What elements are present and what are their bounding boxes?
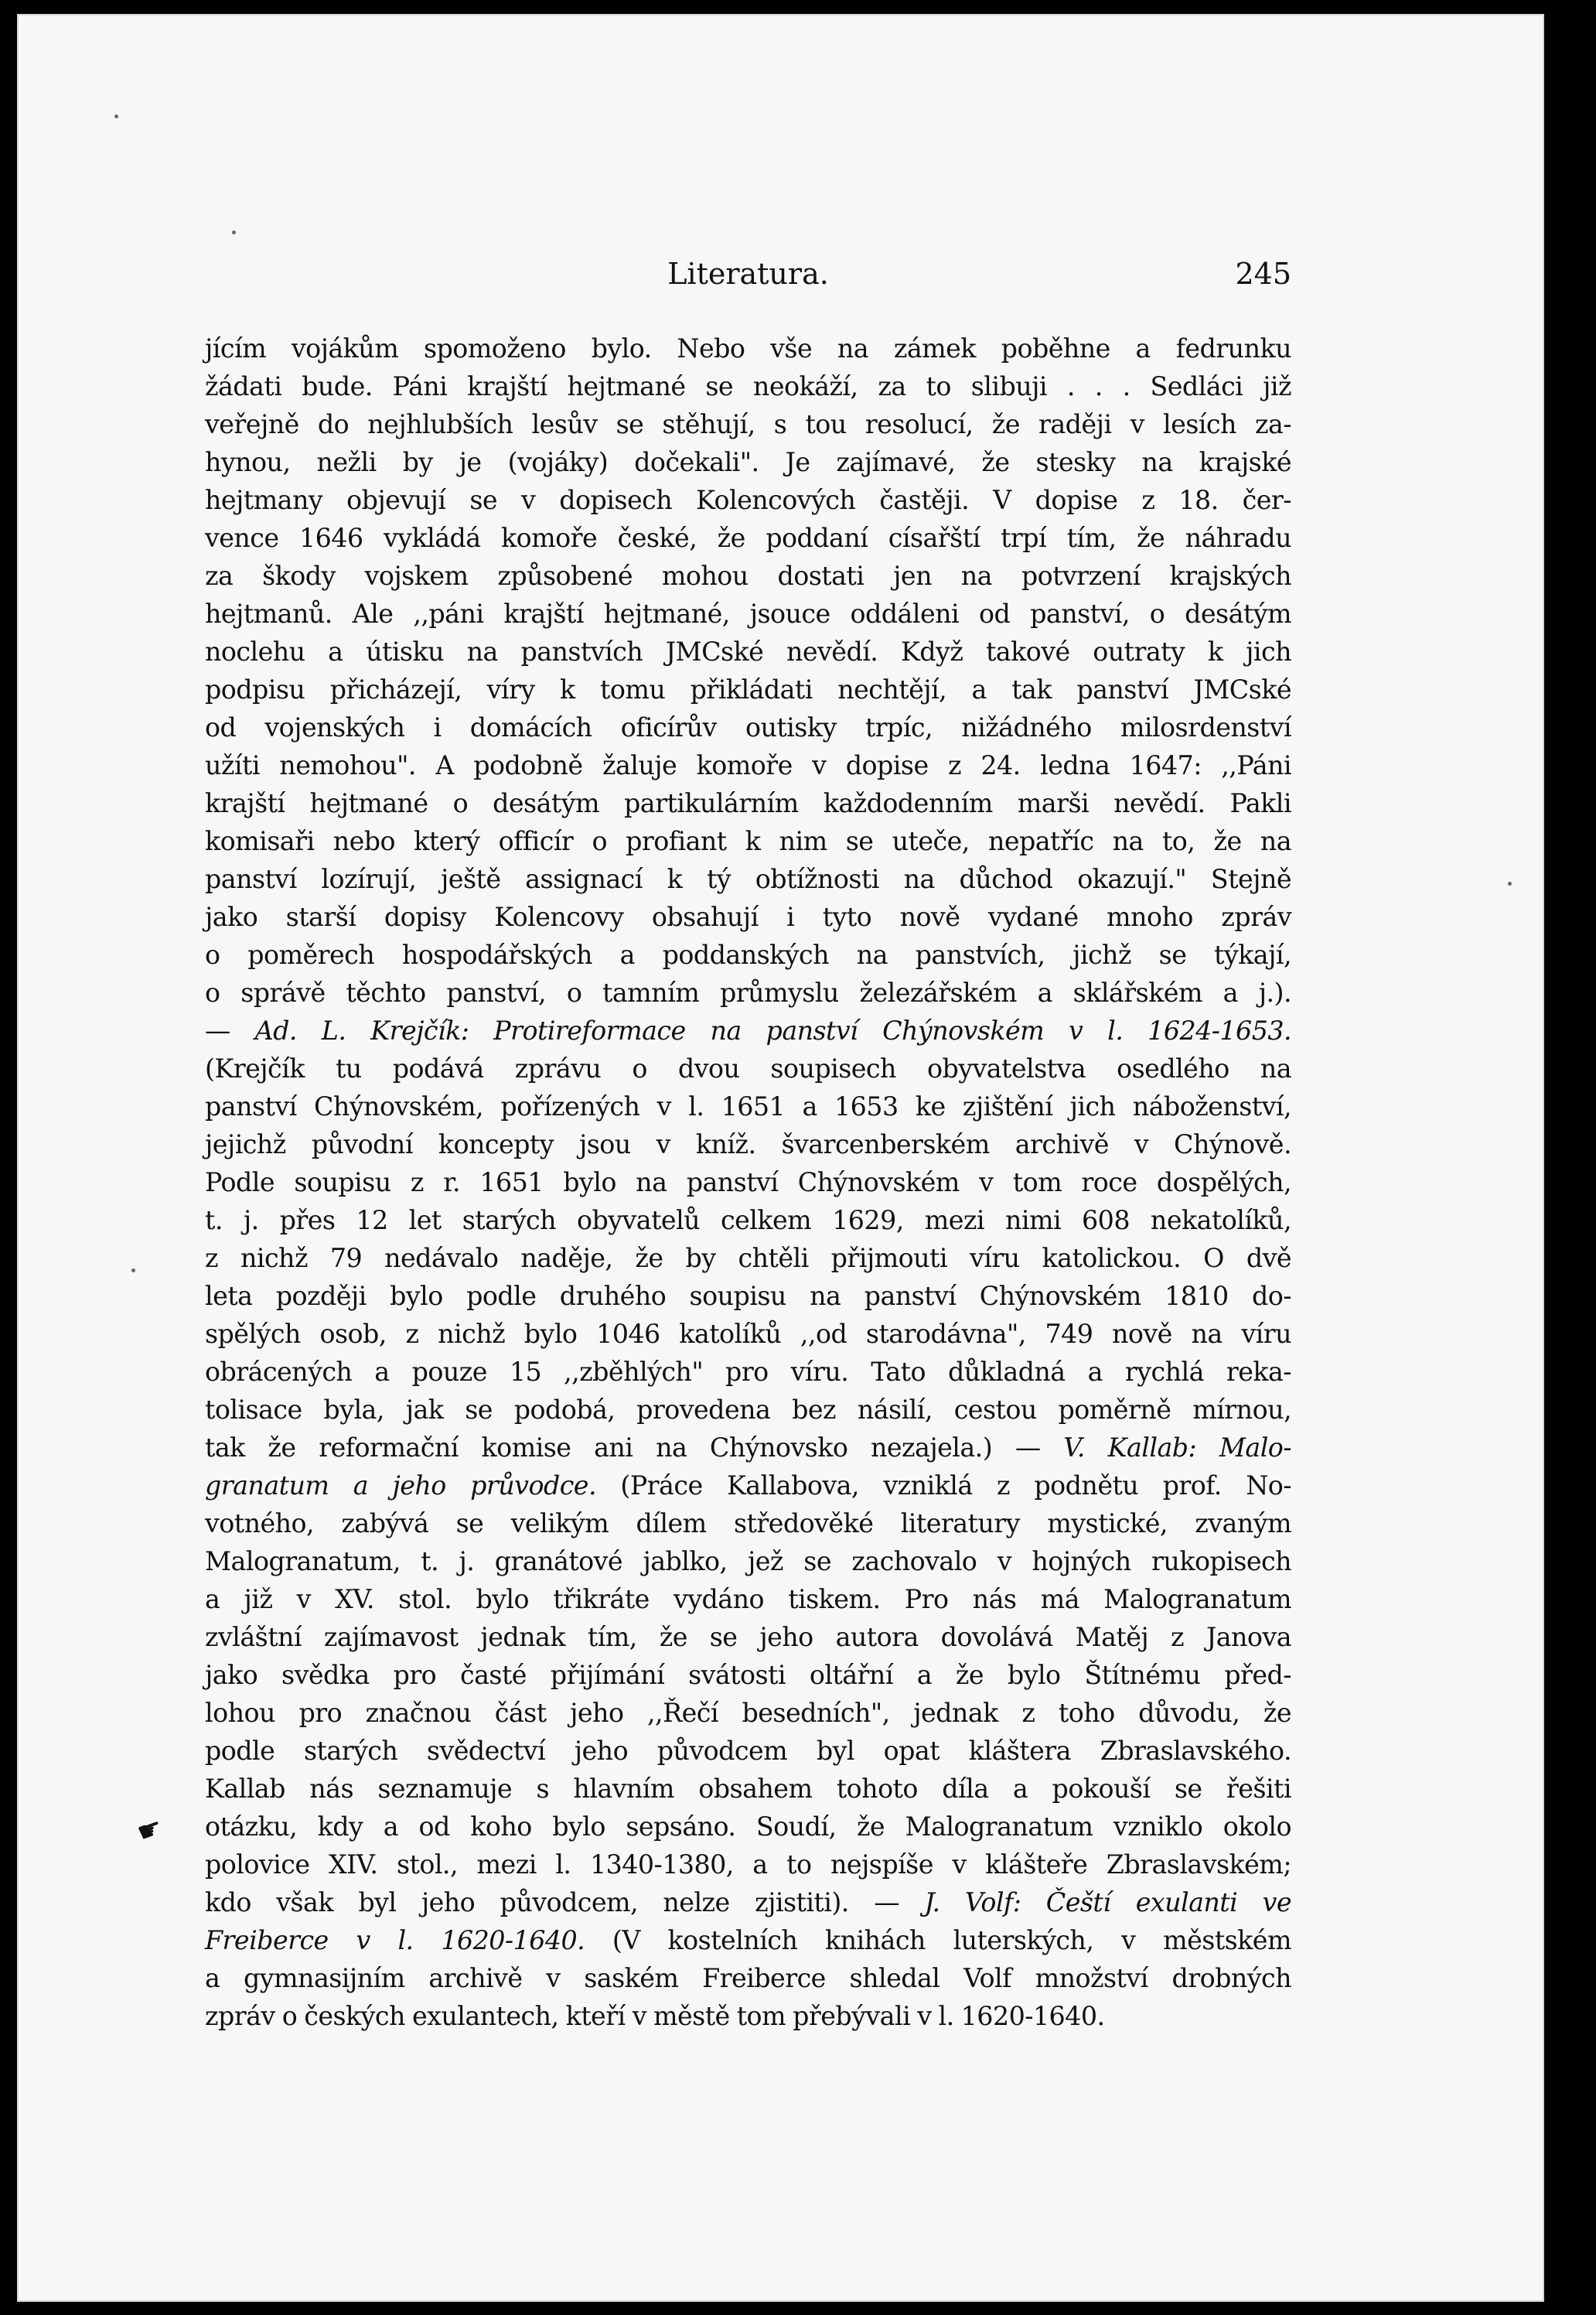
text-line (205, 595, 1291, 633)
text-run: krajští hejtmané o desátým partikulárním každodenním marši nevědí. Pakli (205, 788, 1291, 818)
text-run: z nichž 79 nedávalo naděje, že by chtěli přijmouti víru katolickou. O dvě (205, 1243, 1291, 1273)
text-run: zpráv o českých exulantech, kteří v městě tom přebývali v l. 1620-1640. (205, 2001, 1105, 2031)
text-line (205, 860, 1291, 898)
text-run: podle starých svědectví jeho původcem byl opat kláštera Zbraslavského. (205, 1736, 1291, 1766)
text-run: leta později bylo podle druhého soupisu na panství Chýnovském 1810 do- (205, 1281, 1291, 1311)
text-line (205, 784, 1291, 822)
text-run: komisaři nebo který officír o profiant k nim se uteče, nepatříc na to, že na (205, 826, 1291, 856)
italic-citation: V. Kallab: Malo- (1063, 1432, 1291, 1463)
text-line (205, 1504, 1291, 1542)
text-run: Kallab nás seznamuje s hlavním obsahem tohoto díla a pokouší se řešiti (205, 1774, 1291, 1804)
text-run: polovice XIV. stol., mezi l. 1340-1380, a to nejspíše v klášteře Zbraslavském; (205, 1849, 1291, 1880)
text-run: užíti nemohou". A podobně žaluje komoře v dopise z 24. ledna 1647: ,,Páni (205, 750, 1291, 780)
text-line (205, 898, 1291, 936)
text-run: veřejně do nejhlubších lesův se stěhují, s tou resolucí, že raději v lesích za- (205, 409, 1291, 439)
text-run: za škody vojskem způsobené mohou dostati jen na potvrzení krajských (205, 561, 1291, 591)
text-line (205, 1542, 1291, 1580)
text-line (205, 1391, 1291, 1429)
text-run: — (205, 1016, 255, 1046)
text-run: Podle soupisu z r. 1651 bylo na panství Chýnovském v tom roce dospělých, (205, 1167, 1291, 1197)
margin-hand-icon: ☛ (132, 1811, 168, 1850)
scan-speck (131, 1268, 135, 1272)
text-run: jícím vojákům spomoženo bylo. Nebo vše na zámek poběhne a fedrunku (205, 333, 1291, 364)
text-line (205, 1125, 1291, 1163)
text-run: tak že reformační komise ani na Chýnovsko nezajela.) — (205, 1432, 1064, 1463)
text-line (205, 1353, 1291, 1391)
text-line (205, 633, 1291, 671)
text-line (205, 367, 1291, 405)
text-run: kdo však byl jeho původcem, nelze zjistiti). — (205, 1887, 925, 1917)
text-run: podpisu přicházejí, víry k tomu přikládati nechtějí, a tak panství JMCské (205, 674, 1291, 705)
text-run: vence 1646 vykládá komoře české, že poddaní císařští trpí tím, že náhradu (205, 523, 1291, 553)
text-line (205, 1163, 1291, 1201)
text-run: votného, zabývá se velikým dílem středověké literatury mystické, zvaným (205, 1508, 1291, 1538)
text-run: od vojenských i domácích oficírův outisky trpíc, nižádného milosrdenství (205, 712, 1291, 743)
text-run: žádati bude. Páni krajští hejtmané se neokáží, za to slibuji . . . Sedláci již (205, 371, 1291, 401)
italic-citation: granatum a jeho průvodce. (205, 1470, 596, 1501)
text-run: a již v XV. stol. bylo třikráte vydáno tiskem. Pro nás má Malogranatum (205, 1584, 1291, 1614)
running-title: Literatura. (667, 257, 829, 291)
text-line (205, 519, 1291, 557)
text-line (205, 1732, 1291, 1770)
text-line (205, 1846, 1291, 1883)
text-run: a gymnasijním archivě v saském Freiberce shledal Volf množství drobných (205, 1963, 1291, 1993)
text-line (205, 708, 1291, 746)
text-line (205, 671, 1291, 708)
scan-speck (232, 230, 236, 234)
text-run: o správě těchto panství, o tamním průmyslu železářském a sklářském a j.). (205, 978, 1291, 1008)
text-line (205, 1277, 1291, 1315)
text-line (205, 1694, 1291, 1732)
italic-citation: Ad. L. Krejčík: Protireformace na panství Chýnovském v l. 1624-1653. (254, 1016, 1291, 1046)
text-run: hejtmanů. Ale ,,páni krajští hejtmané, jsouce oddáleni od panství, o desátým (205, 599, 1291, 629)
text-run: (Práce Kallabova, vzniklá z podnětu prof. No- (596, 1470, 1291, 1501)
text-run: o poměrech hospodářských a poddanských na panstvích, jichž se týkají, (205, 940, 1291, 970)
text-line (205, 1959, 1291, 1997)
text-run: obrácených a pouze 15 ,,zběhlých" pro víru. Tato důkladná a rychlá reka- (205, 1357, 1291, 1387)
text-run: Malogranatum, t. j. granátové jablko, jež se zachovalo v hojných rukopisech (205, 1546, 1291, 1576)
text-run: jako starší dopisy Kolencovy obsahují i tyto nově vydané mnoho zpráv (205, 902, 1291, 932)
page-header (205, 254, 1291, 300)
text-run: jejichž původní koncepty jsou v kníž. švarcenberském archivě v Chýnově. (205, 1129, 1291, 1159)
text-line (205, 1656, 1291, 1694)
text-run: hynou, nežli by je (vojáky) dočekali". Je zajímavé, že stesky na krajské (205, 447, 1291, 477)
text-line (205, 974, 1291, 1012)
text-line (205, 443, 1291, 481)
text-line (205, 329, 1291, 367)
text-run: spělých osob, z nichž bylo 1046 katolíků ,,od starodávna", 749 nově na víru (205, 1319, 1291, 1349)
scan-speck (1508, 882, 1512, 886)
text-line (205, 1239, 1291, 1277)
text-line (205, 481, 1291, 519)
text-line (205, 1201, 1291, 1239)
page-number: 245 (1235, 257, 1291, 291)
scan-speck (114, 114, 118, 118)
text-line (205, 936, 1291, 974)
text-line (205, 1088, 1291, 1125)
text-line (205, 557, 1291, 595)
text-line (205, 1315, 1291, 1353)
text-line (205, 1429, 1291, 1467)
text-line (205, 1921, 1291, 1959)
text-line (205, 1808, 1291, 1846)
text-run: otázku, kdy a od koho bylo sepsáno. Soudí, že Malogranatum vzniklo okolo (205, 1811, 1291, 1842)
text-run: noclehu a útisku na panstvích JMCské nevědí. Když takové outraty k jich (205, 637, 1291, 667)
text-line (205, 1883, 1291, 1921)
scan-border (1544, 14, 1596, 2302)
body-text (205, 329, 1291, 2035)
text-run: tolisace byla, jak se podobá, provedena bez násilí, cestou poměrně mírnou, (205, 1395, 1291, 1425)
text-line (205, 1580, 1291, 1618)
text-run: (V kostelních knihách luterských, v městském (585, 1925, 1291, 1955)
italic-citation: Freiberce v l. 1620-1640. (205, 1925, 585, 1955)
text-run: panství lozírují, ještě assignací k tý obtížnosti na důchod okazují." Stejně (205, 864, 1291, 894)
text-run: jako svědka pro časté přijímání svátosti oltářní a že bylo Štítnému před- (205, 1660, 1291, 1690)
text-run: lohou pro značnou část jeho ,,Řečí besedních", jednak z toho důvodu, že (205, 1698, 1291, 1728)
text-line (205, 1012, 1291, 1050)
text-line (205, 822, 1291, 860)
text-run: hejtmany objevují se v dopisech Kolencových častěji. V dopise z 18. čer- (205, 485, 1291, 515)
text-line (205, 1997, 1291, 2035)
text-line (205, 1050, 1291, 1088)
text-line (205, 1770, 1291, 1808)
text-run: zvláštní zajímavost jednak tím, že se jeho autora dovolává Matěj z Janova (205, 1622, 1291, 1652)
text-run: (Krejčík tu podává zprávu o dvou soupisech obyvatelstva osedlého na (205, 1053, 1291, 1084)
text-line (205, 1618, 1291, 1656)
italic-citation: J. Volf: Čeští exulanti ve (924, 1887, 1291, 1917)
text-line (205, 746, 1291, 784)
text-line (205, 1467, 1291, 1504)
text-run: t. j. přes 12 let starých obyvatelů celkem 1629, mezi nimi 608 nekatolíků, (205, 1205, 1291, 1235)
text-run: panství Chýnovském, pořízených v l. 1651 a 1653 ke zjištění jich náboženství, (205, 1091, 1291, 1122)
text-line (205, 405, 1291, 443)
